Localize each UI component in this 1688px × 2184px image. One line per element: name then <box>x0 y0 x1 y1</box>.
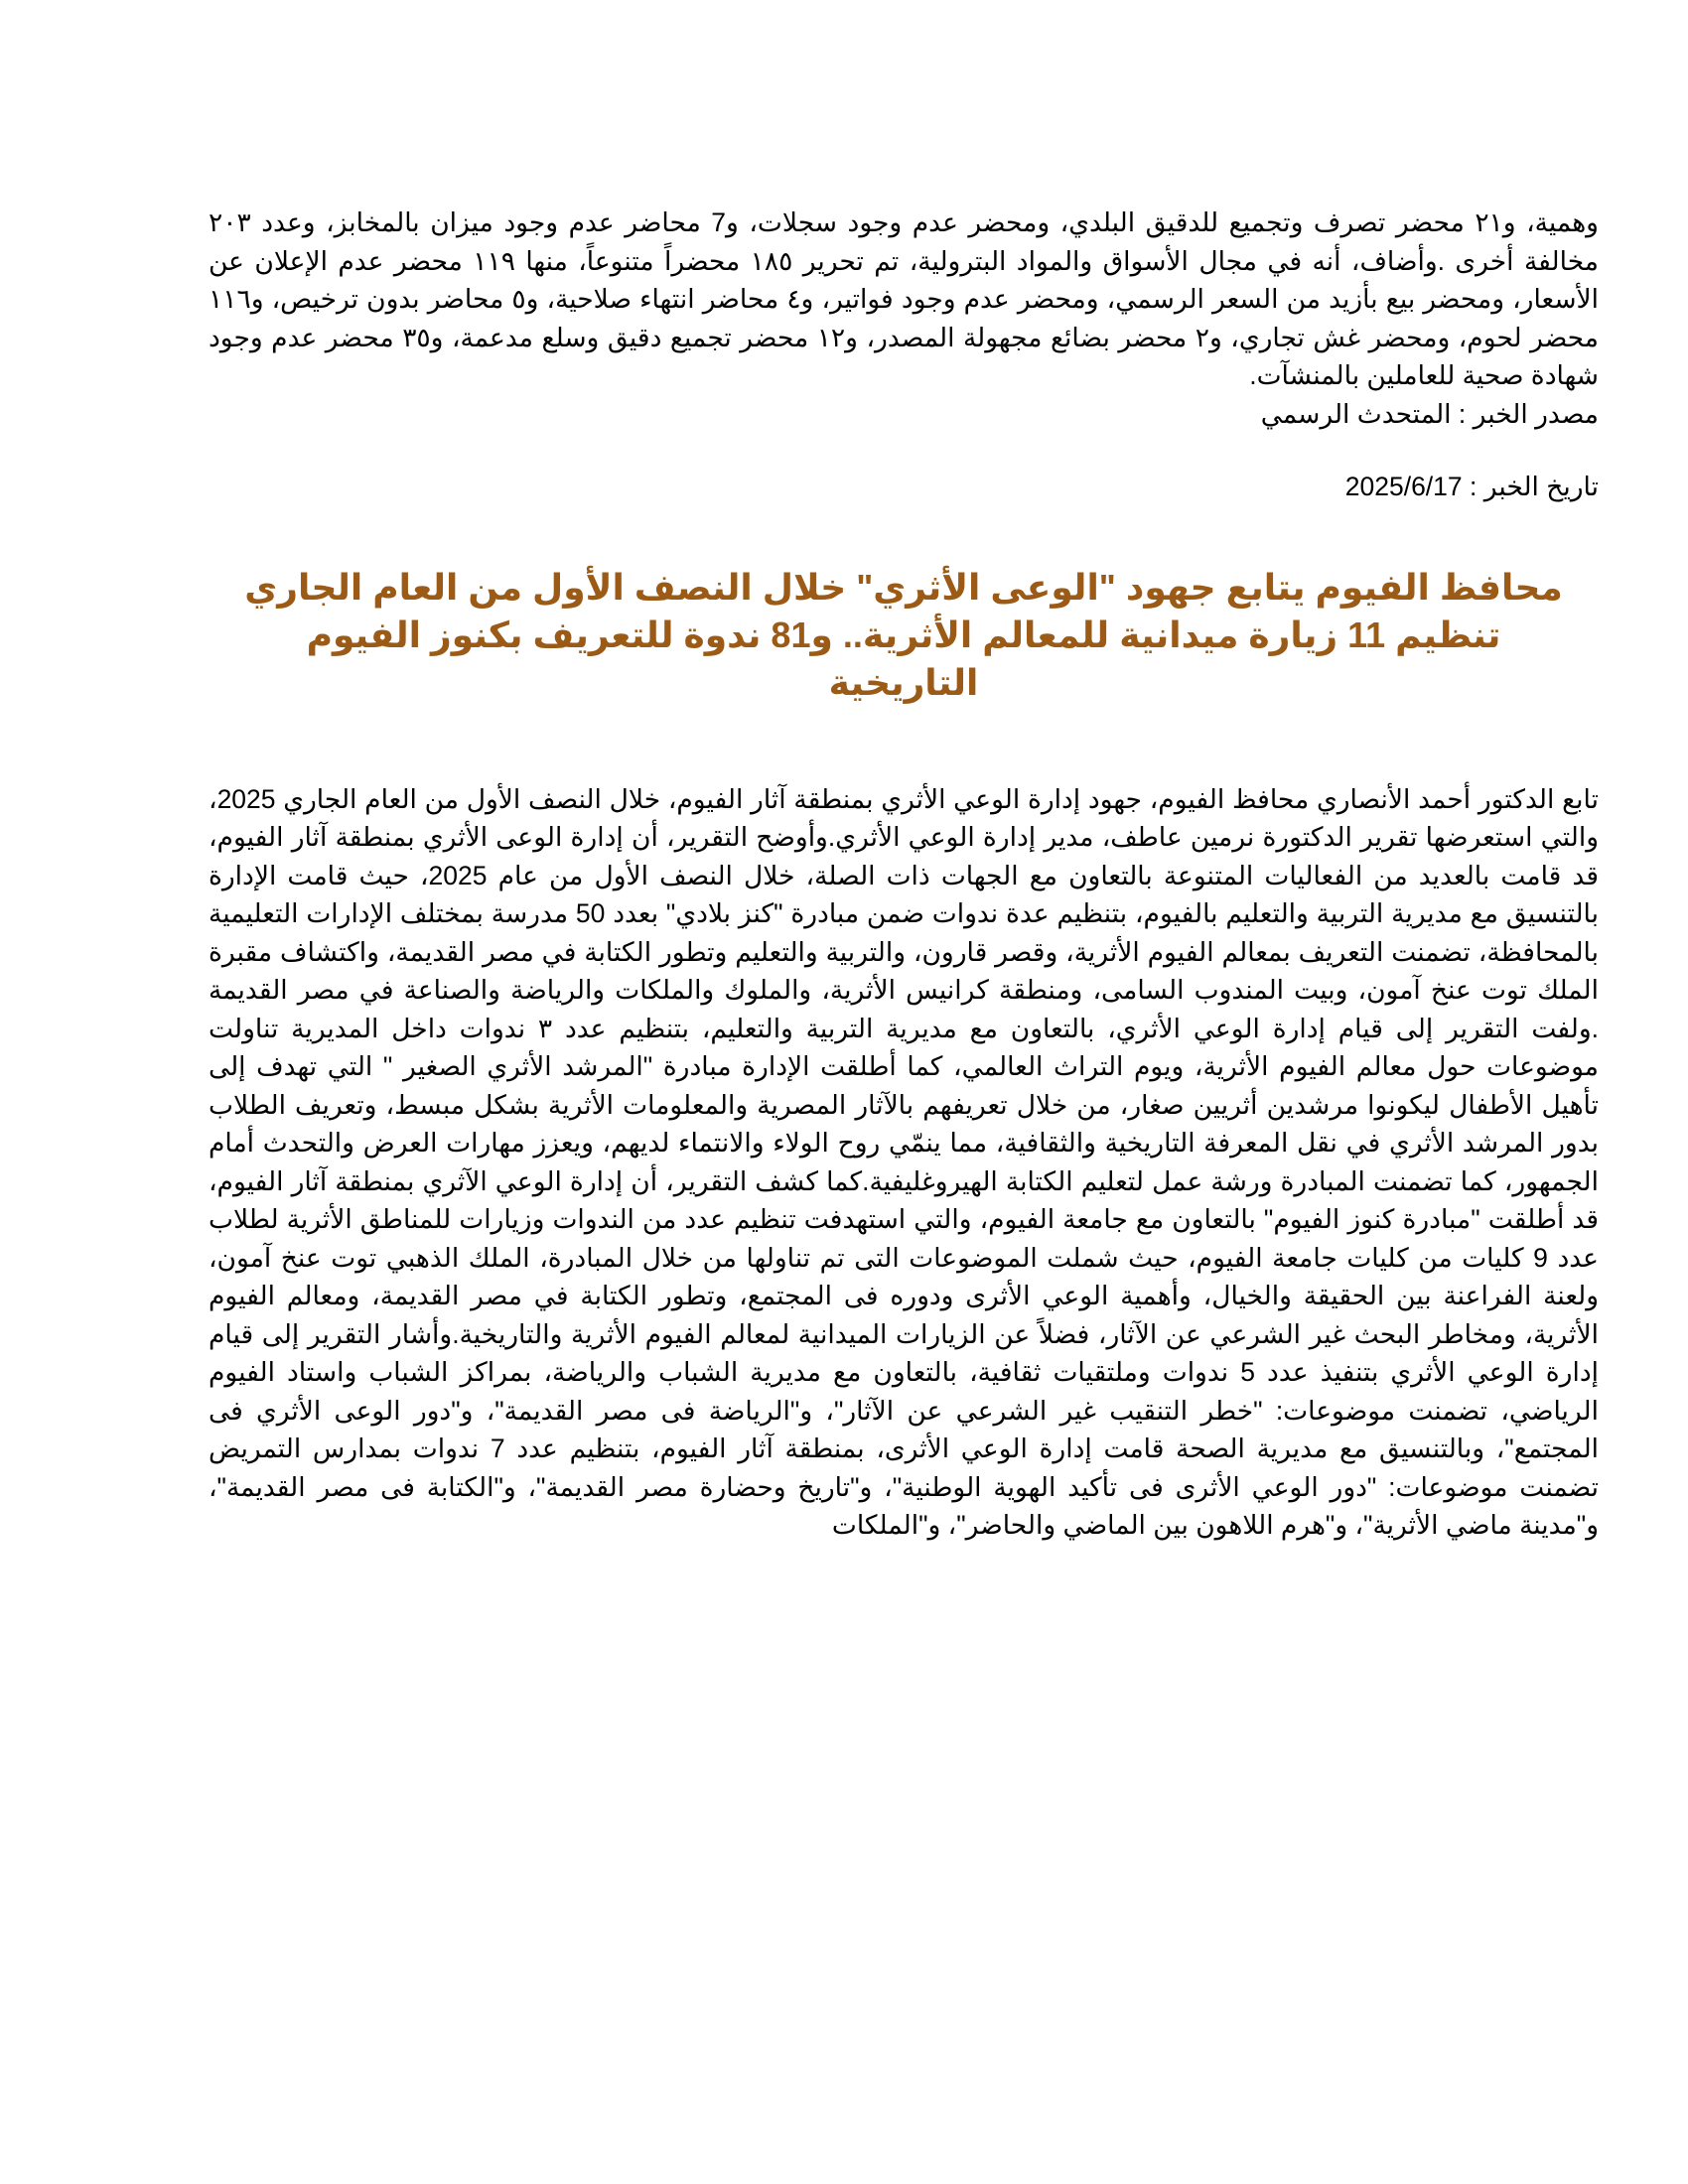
document-page <box>209 204 1599 1545</box>
article-body: تابع الدكتور أحمد الأنصاري محافظ الفيوم، جهود إدارة الوعي الأثري بمنطقة آثار الفيوم، خلال النصف الأول من العام الجاري 2025، والتي استعرضها تقرير الدكتورة نرمين عاطف، مدير إدارة الوعي الأثري.وأوضح التقرير، أن إدارة الوعى الأثري بمنطقة آثار الفيوم، قد قامت بالعديد من الفعاليات المتنوعة بالتعاون مع الجهات ذات الصلة، خلال النصف الأول من عام 2025، حيث قامت الإدارة بالتنسيق مع مديرية التربية والتعليم بالفيوم، بتنظيم عدة ندوات ضمن مبادرة "كنز بلادي" بعدد 50 مدرسة بمختلف الإدارات التعليمية بالمحافظة، تضمنت التعريف بمعالم الفيوم الأثرية، وقصر قارون، والتربية والتعليم وتطور الكتابة في مصر القديمة، واكتشاف مقبرة الملك توت عنخ آمون، وبيت المندوب السامى، ومنطقة كرانيس الأثرية، والملوك والملكات والرياضة والصناعة في مصر القديمة .ولفت التقرير إلى قيام إدارة الوعي الأثري، بالتعاون مع مديرية التربية والتعليم، بتنظيم عدد ٣ ندوات داخل المديرية تناولت موضوعات حول معالم الفيوم الأثرية، ويوم التراث العالمي، كما أطلقت الإدارة مبادرة "المرشد الأثري الصغير " التي تهدف إلى تأهيل الأطفال ليكونوا مرشدين أثريين صغار، من خلال تعريفهم بالآثار المصرية والمعلومات الأثرية بشكل مبسط، وتعريف الطلاب بدور المرشد الأثري في نقل المعرفة التاريخية والثقافية، مما ينمّي روح الولاء والانتماء لديهم، ويعزز مهارات العرض والتحدث أمام الجمهور، كما تضمنت المبادرة ورشة عمل لتعليم الكتابة الهيروغليفية.كما كشف التقرير، أن إدارة الوعي الآثري بمنطقة آثار الفيوم، قد أطلقت "مبادرة كنوز الفيوم" بالتعاون مع جامعة الفيوم، والتي استهدفت تنظيم عدد من الندوات وزيارات للمناطق الأثرية لطلاب عدد 9 كليات من كليات جامعة الفيوم، حيث شملت الموضوعات التى تم تناولها من خلال المبادرة، الملك الذهبي توت عنخ آمون، ولعنة الفراعنة بين الحقيقة والخيال، وأهمية الوعي الأثرى ودوره فى المجتمع، وتطور الكتابة في مصر القديمة، ومعالم الفيوم الأثرية، ومخاطر البحث غير الشرعي عن الآثار، فضلاً عن الزيارات الميدانية لمعالم الفيوم الأثرية والتاريخية.وأشار التقرير إلى قيام إدارة الوعي الأثري بتنفيذ عدد 5 ندوات وملتقيات ثقافية، بالتعاون مع مديرية الشباب والرياضة، بمراكز الشباب واستاد الفيوم الرياضي، تضمنت موضوعات: "خطر التنقيب غير الشرعي عن الآثار"، و"الرياضة فى مصر القديمة"، و"دور الوعى الأثري فى المجتمع"، وبالتنسيق مع مديرية الصحة قامت إدارة الوعي الأثرى، بمنطقة آثار الفيوم، بتنظيم عدد 7 ندوات بمدارس التمريض تضمنت موضوعات: "دور الوعي الأثرى فى تأكيد الهوية الوطنية"، و"تاريخ وحضارة مصر القديمة"، و"الكتابة فى مصر القديمة"، و"مدينة ماضي الأثرية"، و"هرم اللاهون بين الماضي والحاضر"، و"الملكات <box>209 783 1600 1540</box>
headline-line-2: تنظيم 11 زيارة ميدانية للمعالم الأثرية.. و81 ندوة للتعريف بكنوز الفيوم <box>306 614 1501 655</box>
headline-line-1: محافظ الفيوم يتابع جهود "الوعى الأثري" خلال النصف الأول من العام الجاري <box>244 566 1563 608</box>
previous-article-tail-paragraph: وهمية، و٢١ محضر تصرف وتجميع للدقيق البلدي، ومحضر عدم وجود سجلات، و7 محاضر عدم وجود ميزان بالمخابز، وعدد ٢٠٣ مخالفة أخرى .وأضاف، أنه في مجال الأسواق والمواد البترولية، تم تحرير ١٨٥ محضراً متنوعاً، منها ١١٩ محضر عدم الإعلان عن الأسعار، ومحضر بيع بأزيد من السعر الرسمي، ومحضر عدم وجود فواتير، و٤ محاضر انتهاء صلاحية، و٥ محاضر بدون ترخيص، و١١٦ محضر لحوم، ومحضر غش تجاري، و٢ محضر بضائع مجهولة المصدر، و١٢ محضر تجميع دقيق وسلع مدعمة، و٣٥ محضر عدم وجود شهادة صحية للعاملين بالمنشآت. <box>209 207 1600 390</box>
headline-line-3: التاريخية <box>828 661 979 703</box>
news-source-line: مصدر الخبر : المتحدث الرسمي <box>1260 398 1599 429</box>
article-headline <box>209 564 1599 707</box>
news-date-line: تاريخ الخبر : 2025/6/17 <box>1344 472 1599 501</box>
